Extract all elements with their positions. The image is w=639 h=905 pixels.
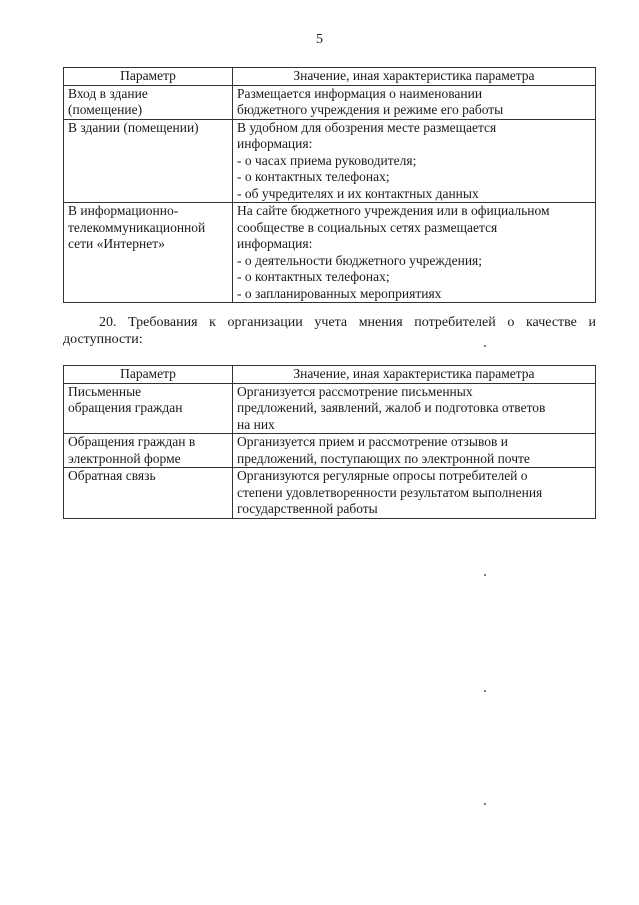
section-20-text: 20. Требования к организации учета мнения потребителей о качестве и доступности: bbox=[63, 315, 596, 347]
scan-speck bbox=[484, 574, 486, 576]
table-row bbox=[64, 434, 596, 468]
header-value: Значение, иная характеристика параметра bbox=[233, 366, 596, 384]
cell-value: На сайте бюджетного учреждения или в официальном сообществе в социальных сетях размещается информация: - о деятельности бюджетного учреждения; - о контактных телефонах; - о запланированных мероприятиях bbox=[233, 203, 596, 303]
section-20-paragraph bbox=[63, 314, 596, 348]
cell-value: Размещается информация о наименовании бюджетного учреждения и режиме его работы bbox=[233, 85, 596, 119]
cell-parameter: Вход в здание (помещение) bbox=[64, 85, 233, 119]
header-value: Значение, иная характеристика параметра bbox=[233, 68, 596, 86]
table-header-row bbox=[64, 366, 596, 384]
cell-parameter: Обращения граждан в электронной форме bbox=[64, 434, 233, 468]
table-row bbox=[64, 85, 596, 119]
scan-speck bbox=[484, 345, 486, 347]
cell-parameter: Обратная связь bbox=[64, 468, 233, 519]
header-parameter: Параметр bbox=[64, 366, 233, 384]
cell-parameter: В здании (помещении) bbox=[64, 119, 233, 203]
header-parameter: Параметр bbox=[64, 68, 233, 86]
scan-speck bbox=[484, 690, 486, 692]
table-information-placement bbox=[63, 67, 596, 303]
cell-value: В удобном для обозрения месте размещается информация: - о часах приема руководителя; - о контактных телефонах; - об учредителях и их контактных данных bbox=[233, 119, 596, 203]
page-number: 5 bbox=[316, 32, 323, 47]
scan-speck bbox=[484, 803, 486, 805]
table-row bbox=[64, 203, 596, 303]
cell-parameter: В информационно- телекоммуникационной сети «Интернет» bbox=[64, 203, 233, 303]
table-row bbox=[64, 468, 596, 519]
table-header-row bbox=[64, 68, 596, 86]
cell-value: Организуется рассмотрение письменных предложений, заявлений, жалоб и подготовка ответов на них bbox=[233, 383, 596, 434]
cell-value: Организуется прием и рассмотрение отзывов и предложений, поступающих по электронной почте bbox=[233, 434, 596, 468]
cell-value: Организуются регулярные опросы потребителей о степени удовлетворенности результатом выполнения государственной работы bbox=[233, 468, 596, 519]
cell-parameter: Письменные обращения граждан bbox=[64, 383, 233, 434]
table-row bbox=[64, 383, 596, 434]
table-consumer-feedback bbox=[63, 365, 596, 519]
table-row bbox=[64, 119, 596, 203]
